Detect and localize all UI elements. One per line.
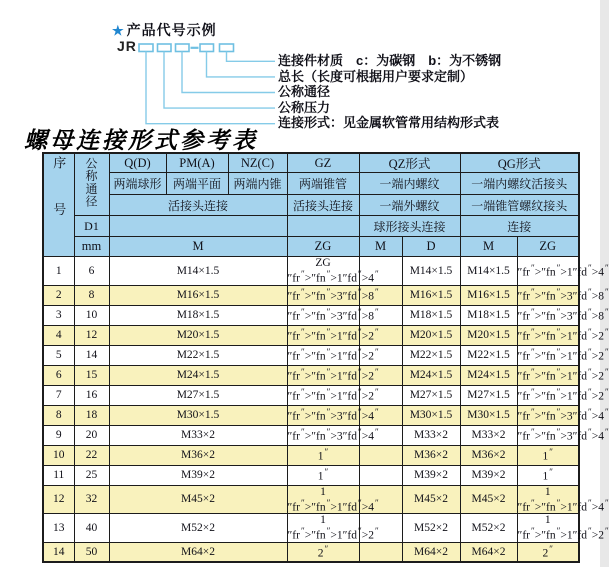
cell-qz-d: M18×1.5 [402,305,460,325]
header-blank-gz [287,216,359,237]
cell-dn: 14 [74,345,109,365]
code-box-5 [220,44,234,52]
label-connection-form: 连接形式：见金属软管常用结构形式表 [278,115,500,131]
cell-qz-d: M20×1.5 [402,325,460,345]
header-conn-ext-thread: 一端外螺纹 [359,195,460,216]
table-title: 螺母连接形式参考表 [24,128,258,153]
cell-dn: 6 [74,257,109,286]
label-length: 总长（长度可根据用户要求定制） [278,68,474,84]
star-icon: ★ [112,23,125,38]
header-group-pma: PM(A) [166,153,228,173]
cell-seq: 5 [43,345,74,365]
code-labels [278,53,501,131]
cell-gz-zg: ″fr″>″fn″>3″fd″ ″ [287,305,359,325]
cell-dn: 20 [74,425,109,445]
cell-qg-zg: 2″ [517,542,579,562]
cell-m: M39×2 [109,465,287,485]
header-group-qg: QG形式 [460,153,579,173]
cell-dn: 32 [74,485,109,514]
cell-dn: 8 [74,285,109,305]
cell-m: M52×2 [109,514,287,543]
cell-m: M16×1.5 [109,285,287,305]
code-box-2 [158,44,172,52]
cell-gz-zg: ″fr″>″fn″>3″fd″ ″ [287,405,359,425]
cell-gz-zg: 2″ [287,542,359,562]
cell-qg-m: M27×1.5 [460,385,517,405]
table-row [43,285,579,305]
cell-qg-m: M16×1.5 [460,285,517,305]
cell-dn: 16 [74,385,109,405]
table-row [43,405,579,425]
cell-gz-zg: ″fr″>″fn″>1″fd″ ″ [287,365,359,385]
cell-qg-m: M39×2 [460,465,517,485]
cell-dn: 18 [74,405,109,425]
cell-qz-d: M24×1.5 [402,365,460,385]
cell-qg-zg: ″fr″>″fn″>1″fd″>4″ [517,257,579,286]
header-d1: D1 [74,216,109,237]
header-conn-taper-thread: 一端锥管螺纹接头 [460,195,579,216]
cell-qg-m: M33×2 [460,425,517,445]
cell-dn: 50 [74,542,109,562]
table-row [43,257,579,286]
cell-m: M24×1.5 [109,365,287,385]
header-unit-m1: M [109,237,287,257]
cell-qg-m: M45×2 [460,485,517,514]
cell-seq: 6 [43,365,74,385]
connector-line-form [146,52,275,124]
header-unit-zg1: ZG [287,237,359,257]
code-box-4 [200,44,214,52]
cell-qg-m: M36×2 [460,445,517,465]
cell-dn: 15 [74,365,109,385]
cell-gz-zg: 1 ″fr″>″fn″>1″fd″ ″ [287,485,379,513]
cell-seq: 3 [43,305,74,325]
cell-m: M45×2 [109,485,287,514]
header-type-pma: 两端平面 [166,173,228,195]
cell-dn: 12 [74,325,109,345]
code-prefix: JR [117,38,137,54]
table-row [43,465,579,485]
table-row [43,514,579,543]
cell-m: M22×1.5 [109,345,287,365]
cell-qg-zg: ″fr″>″fn″>1″fd″>2″ [517,325,579,345]
header-unit-d: D [402,237,460,257]
cell-seq: 1 [43,257,74,286]
cell-seq: 14 [43,542,74,562]
cell-m: M14×1.5 [109,257,287,286]
cell-m: M30×1.5 [109,405,287,425]
connector-line-length [207,52,276,77]
cell-qg-zg: ″fr″>″fn″>1″fd″>2″ [517,345,579,365]
header-conn-union-left: 活接头连接 [109,195,287,216]
connector-line-pressure [164,52,275,109]
header-type-qd: 两端球形 [109,173,166,195]
cell-seq: 11 [43,465,74,485]
cell-qg-m: M52×2 [460,514,517,543]
cell-qg-zg: ″fr″>″fn″>3″fd″>4″ [517,405,579,425]
header-group-qz: QZ形式 [359,153,460,173]
header-type-qz: 一端内螺纹 [359,173,460,195]
cell-gz-zg: ″fr″>″fn″>1″fd″ ″ [287,385,359,405]
cell-seq: 13 [43,514,74,543]
cell-qg-zg: ″fr″>″fn″>1″fd″>2″ [517,385,579,405]
cell-gz-zg: ″fr″>″fn″>3″fd″ ″ [287,425,359,445]
cell-qg-zg: ″fr″>″fn″>3″fd″>8″ [517,285,579,305]
header-group-gz: GZ [287,153,359,173]
cell-qg-zg: ″fr″>″fn″>3″fd″>4″ [517,425,579,445]
cell-qz-d: M22×1.5 [402,345,460,365]
cell-qg-m: M18×1.5 [460,305,517,325]
header-group-nzc: NZ(C) [228,153,287,173]
header-conn-plain: 连接 [460,216,579,237]
cell-gz-zg: ″fr″>″fn″>1″fd″ ″ [287,345,359,365]
cell-m: M36×2 [109,445,287,465]
label-pressure: 公称压力 [278,99,331,115]
connector-line-diameter [182,52,275,93]
table-row [43,305,579,325]
cell-qz-d: M36×2 [402,445,460,465]
cell-qz-m [359,542,402,562]
cell-gz-zg: 1″ [287,445,359,465]
label-material: 连接件材质 c：为碳钢 b：为不锈钢 [278,53,502,68]
header-conn-union-gz: 活接头连接 [287,195,359,216]
cell-seq: 10 [43,445,74,465]
cell-qz-d: M39×2 [402,465,460,485]
cell-qz-d: M14×1.5 [402,257,460,286]
cell-qz-d: M64×2 [402,542,460,562]
nut-connection-table [42,152,609,563]
cell-m: M64×2 [109,542,287,562]
cell-qg-zg: 1″ [517,465,579,485]
cell-dn: 25 [74,465,109,485]
cell-qg-zg: ″fr″>″fn″>1″fd″>2″ [517,365,579,385]
table-row [43,325,579,345]
cell-gz-zg: ZG ″fr″>″fn″>1″fd″ ″ [287,257,379,285]
cell-gz-zg: ″fr″>″fn″>1″fd″ ″ [287,325,359,345]
header-blank-left [109,216,287,237]
header-type-nzc: 两端内锥 [228,173,287,195]
table-row [43,345,579,365]
cell-dn: 10 [74,305,109,325]
cell-qg-m: M22×1.5 [460,345,517,365]
cell-qz-d: M16×1.5 [402,285,460,305]
cell-qz-d: M52×2 [402,514,460,543]
product-code-heading-text: 产品代号示例 [126,22,217,38]
table-body [43,257,609,563]
cell-gz-zg: 1 ″fr″>″fn″>1″fd″ ″ [287,514,379,542]
cell-qz-d: M30×1.5 [402,405,460,425]
cell-m: M20×1.5 [109,325,287,345]
cell-qg-m: M30×1.5 [460,405,517,425]
cell-seq: 7 [43,385,74,405]
cell-qg-m: M14×1.5 [460,257,517,286]
code-box-3 [176,44,190,52]
cell-qz-d: M27×1.5 [402,385,460,405]
header-type-gz: 两端锥管 [287,173,359,195]
cell-qg-zg: 1 ″fr″>″fn″>1″fd″>4″ [517,485,609,513]
header-unit-zg2: ZG [517,237,579,257]
cell-m: M18×1.5 [109,305,287,325]
cell-dn: 22 [74,445,109,465]
cell-seq: 8 [43,405,74,425]
table-row [43,365,579,385]
table-row [43,445,579,465]
header-group-qd: Q(D) [109,153,166,173]
cell-seq: 2 [43,285,74,305]
header-type-qg: 一端内螺纹活接头 [460,173,579,195]
cell-qz-d: M45×2 [402,485,460,514]
cell-qg-m: M20×1.5 [460,325,517,345]
code-box-1 [139,44,153,52]
cell-qg-m: M24×1.5 [460,365,517,385]
header-conn-spherical: 球形接头连接 [359,216,460,237]
cell-qg-zg: ″fr″>″fn″>3″fd″>8″ [517,305,579,325]
cell-qz-m [359,465,402,485]
cell-m: M27×1.5 [109,385,287,405]
table-row [43,425,579,445]
table-row [43,542,579,562]
cell-qg-zg: 1″ [517,445,579,465]
cell-gz-zg: 1″ [287,465,359,485]
table-row [43,485,579,514]
cell-qz-d: M33×2 [402,425,460,445]
header-unit-m2: M [359,237,402,257]
cell-qg-m: M64×2 [460,542,517,562]
table-row [43,385,579,405]
cell-seq: 4 [43,325,74,345]
label-diameter: 公称通径 [278,84,331,100]
header-dn: 公称通径 [74,153,109,216]
cell-m: M33×2 [109,425,287,445]
header-seq: 序号 [43,153,74,257]
cell-qg-zg: 1 ″fr″>″fn″>1″fd″>2″ [517,514,609,542]
cell-seq: 9 [43,425,74,445]
cell-dn: 40 [74,514,109,543]
cell-qz-m [359,445,402,465]
connector-line-material [227,52,276,62]
cell-seq: 12 [43,485,74,514]
cell-gz-zg: ″fr″>″fn″>3″fd″ ″ [287,285,359,305]
header-unit-m3: M [460,237,517,257]
header-unit-mm: mm [74,237,109,257]
